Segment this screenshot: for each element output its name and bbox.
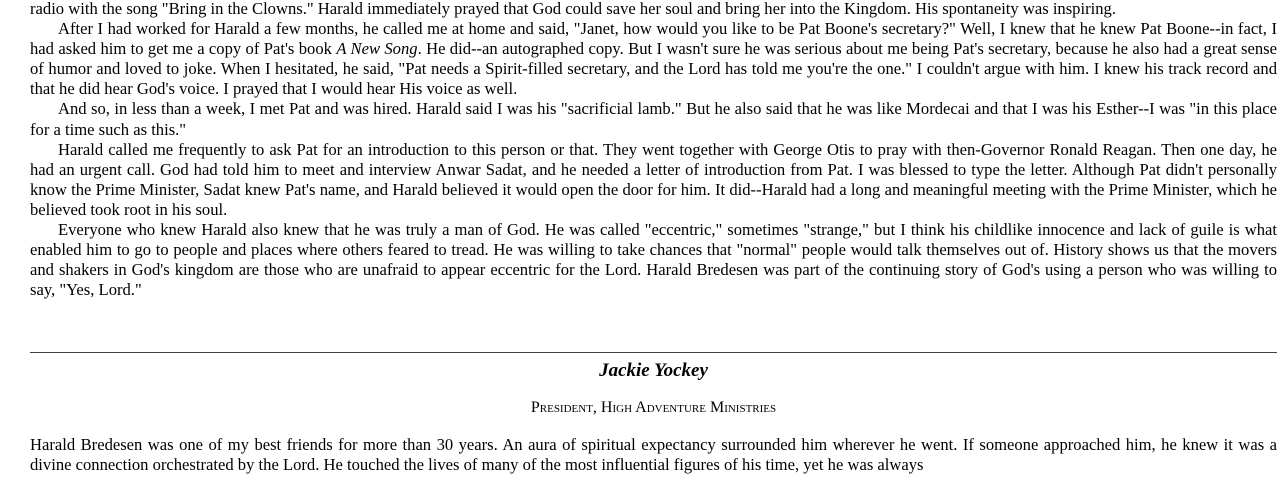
paragraph-2 [30, 19, 1277, 99]
paragraph-2-end: . He did--an autographed copy. But I wasn't sure he was serious about me being Pat's secretary, because he also had a great sense of humor and loved to joke. When I hesitated, he said, "Pat needs a Spirit-filled secretary, and the Lord has told me you're the one." I couldn't argue with him. I knew his track record and that he did hear God's voice. I prayed that I would hear His voice as well. [30, 39, 1278, 99]
paragraph-1: radio with the song "Bring in the Clowns." Harald immediately prayed that God could save her soul and bring her into the Kingdom. His spontaneity was inspiring. [30, 0, 1116, 18]
book-title: A New Song [336, 39, 418, 59]
previous-testimony [30, 0, 1277, 300]
document-page [30, 0, 1278, 475]
paragraph-2-start: After I had worked for Harald a few months, he called me at home and said, "Janet, how would you like to be Pat Boone's secretary?" Well, I knew that he knew Pat Boone--in fact, I had asked him to get me a copy of Pat's book [30, 19, 1277, 59]
author-name: Jackie Yockey [599, 360, 708, 381]
paragraph-5: Everyone who knew Harald also knew that he was truly a man of God. He was called "eccentric," sometimes "strange," but I think his childlike innocence and lack of guile is what enabled him to go to people and places where others feared to tread. He was willing to take chances that "normal" people would talk themselves out of. History shows us that the movers and shakers in God's kingdom are those who are unafraid to appear eccentric for the Lord. Harald Bredesen was part of the continuing story of God's using a person who was willing to say, "Yes, Lord." [30, 220, 1277, 300]
tribute-paragraph: Harald Bredesen was one of my best friends for more than 30 years. An aura of spiritual expectancy surrounded him wherever he went. If someone approached him, he knew it was a divine connection orchestrated by the Lord. He touched the lives of many of the most influential figures of his time, yet he was always [30, 435, 1277, 475]
section-divider [30, 352, 1277, 353]
paragraph-3: And so, in less than a week, I met Pat and was hired. Harald said I was his "sacrificial lamb." But he also said that he was like Mordecai and that I was his Esther--I was "in this place for a time such as this." [30, 99, 1277, 139]
paragraph-4: Harald called me frequently to ask Pat for an introduction to this person or that. They went together with George Otis to pray with then-Governor Ronald Reagan. Then one day, he had an urgent call. God had told him to meet and interview Anwar Sadat, and he needed a letter of introduction from Pat. I was blessed to type the letter. Although Pat didn't personally know the Prime Minister, Sadat knew Pat's name, and Harald believed it would open the door for him. It did--Harald had a long and meaningful meeting with the Prime Minister, which he believed took root in his soul. [30, 139, 1277, 219]
next-testimony [30, 435, 1277, 475]
author-title: President, High Adventure Ministries [530, 399, 777, 416]
